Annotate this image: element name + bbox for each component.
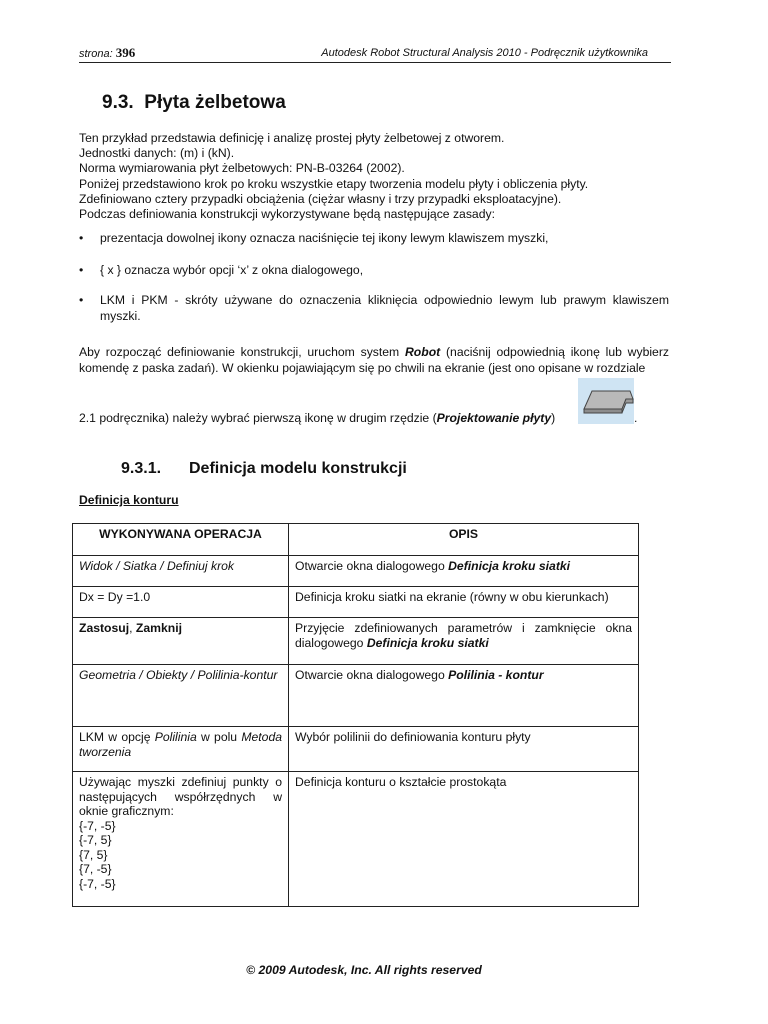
intro-text <box>79 131 669 222</box>
copyright-footer: © 2009 Autodesk, Inc. All rights reserved <box>246 963 482 977</box>
bullet-icon: • <box>79 262 84 277</box>
bullet-icon: • <box>79 293 84 307</box>
coordinate: {7, 5} <box>79 847 108 862</box>
coordinate: {-7, -5} <box>79 818 116 833</box>
section-number: 9.3. <box>102 92 134 113</box>
page-number-label <box>79 45 135 61</box>
project-slab-label: Projektowanie płyty <box>436 411 552 425</box>
intro-line: Jednostki danych: (m) i (kN). <box>79 146 235 161</box>
book-title: Autodesk Robot Structural Analysis 2010 - Podręcznik użytkownika <box>321 47 648 59</box>
operation-cell: Zastosuj, Zamknij <box>73 618 289 665</box>
rules-list <box>79 231 669 324</box>
para-text: Aby rozpocząć definiowanie konstrukcji, uruchom system <box>79 345 405 359</box>
operation-cell: LKM w opcję Polilinia w polu Metoda tworzenia <box>73 727 289 772</box>
table-row <box>73 727 639 772</box>
list-item-text: LKM i PKM - skróty używane do oznaczenia kliknięcia odpowiednio lewym lub prawym klawiszem myszki. <box>100 293 669 323</box>
list-item-text: { x } oznacza wybór opcji ‘x’ z okna dialogowego, <box>100 262 364 277</box>
section-title <box>102 92 286 114</box>
subsection-number: 9.3.1. <box>121 460 162 477</box>
description-cell: Wybór polilinii do definiowania konturu płyty <box>289 727 639 772</box>
description-cell: Przyjęcie zdefiniowanych parametrów i zamknięcie okna dialogowego Definicja kroku siatki <box>289 618 639 665</box>
start-paragraph-line2 <box>79 411 555 425</box>
intro-line: Ten przykład przedstawia definicję i analizę prostej płyty żelbetowej z otworem. <box>79 131 505 145</box>
robot-name: Robot <box>405 345 441 359</box>
subsection-title: Definicja modelu konstrukcji <box>189 460 407 477</box>
subheading: Definicja konturu <box>79 493 179 507</box>
coordinate-list <box>79 819 282 892</box>
operation-cell: Dx = Dy =1.0 <box>73 587 289 618</box>
start-paragraph <box>79 345 669 376</box>
table-row <box>73 772 639 907</box>
slab-design-icon[interactable] <box>578 378 634 424</box>
coordinate: {-7, 5} <box>79 833 112 847</box>
table-header-row <box>73 524 639 556</box>
intro-line: Norma wymiarowania płyt żelbetowych: PN-B-03264 (2002). <box>79 161 405 176</box>
intro-line: Podczas definiowania konstrukcji wykorzystywane będą następujące zasady: <box>79 207 495 222</box>
page-number: 396 <box>115 45 136 60</box>
description-cell: Otwarcie okna dialogowego Polilinia - kontur <box>289 665 639 727</box>
instruction-text: Używając myszki zdefiniuj punkty o następujących współrzędnych w oknie graficznym: <box>79 775 282 818</box>
para-text: 2.1 podręcznika) należy wybrać pierwszą ikonę w drugim rzędzie ( <box>79 411 437 425</box>
description-cell: Otwarcie okna dialogowego Definicja kroku siatki <box>289 556 639 587</box>
intro-line: Poniżej przedstawiono krok po kroku wszystkie etapy tworzenia modelu płyty i obliczenia płyty. <box>79 176 589 191</box>
column-header: WYKONYWANA OPERACJA <box>73 524 289 556</box>
bullet-icon: • <box>79 231 84 245</box>
para-text: (naciśnij odpowiednią ikonę lub wybierz komendę z paska zadań). W okienku pojawiającym się po chwili na ekranie (jest ono opisane w rozdziale <box>79 345 669 375</box>
operation-cell: Widok / Siatka / Definiuj krok <box>73 556 289 587</box>
list-item <box>79 263 669 279</box>
description-cell: Definicja kroku siatki na ekranie (równy w obu kierunkach) <box>289 587 639 618</box>
table-row <box>73 587 639 618</box>
operation-cell <box>73 772 289 907</box>
coordinate: {7, -5} <box>79 862 112 876</box>
operation-cell: Geometria / Obiekty / Polilinia-kontur <box>73 665 289 727</box>
table-row <box>73 618 639 665</box>
section-title-text: Płyta żelbetowa <box>144 92 286 113</box>
list-item <box>79 293 669 324</box>
operations-table <box>72 523 639 907</box>
page-label: strona: <box>79 48 113 60</box>
para-text: ) <box>551 411 556 425</box>
trailing-dot: . <box>634 411 638 425</box>
header-divider <box>79 62 671 63</box>
list-item <box>79 231 669 247</box>
list-item-text: prezentacja dowolnej ikony oznacza naciśnięcie tej ikony lewym klawiszem myszki, <box>100 231 549 245</box>
table-row <box>73 556 639 587</box>
column-header: OPIS <box>289 524 639 556</box>
coordinate: {-7, -5} <box>79 876 116 891</box>
table-row <box>73 665 639 727</box>
description-cell: Definicja konturu o kształcie prostokąta <box>289 772 639 907</box>
intro-line: Zdefiniowano cztery przypadki obciążenia (ciężar własny i trzy przypadki eksploatacyjne). <box>79 191 562 206</box>
